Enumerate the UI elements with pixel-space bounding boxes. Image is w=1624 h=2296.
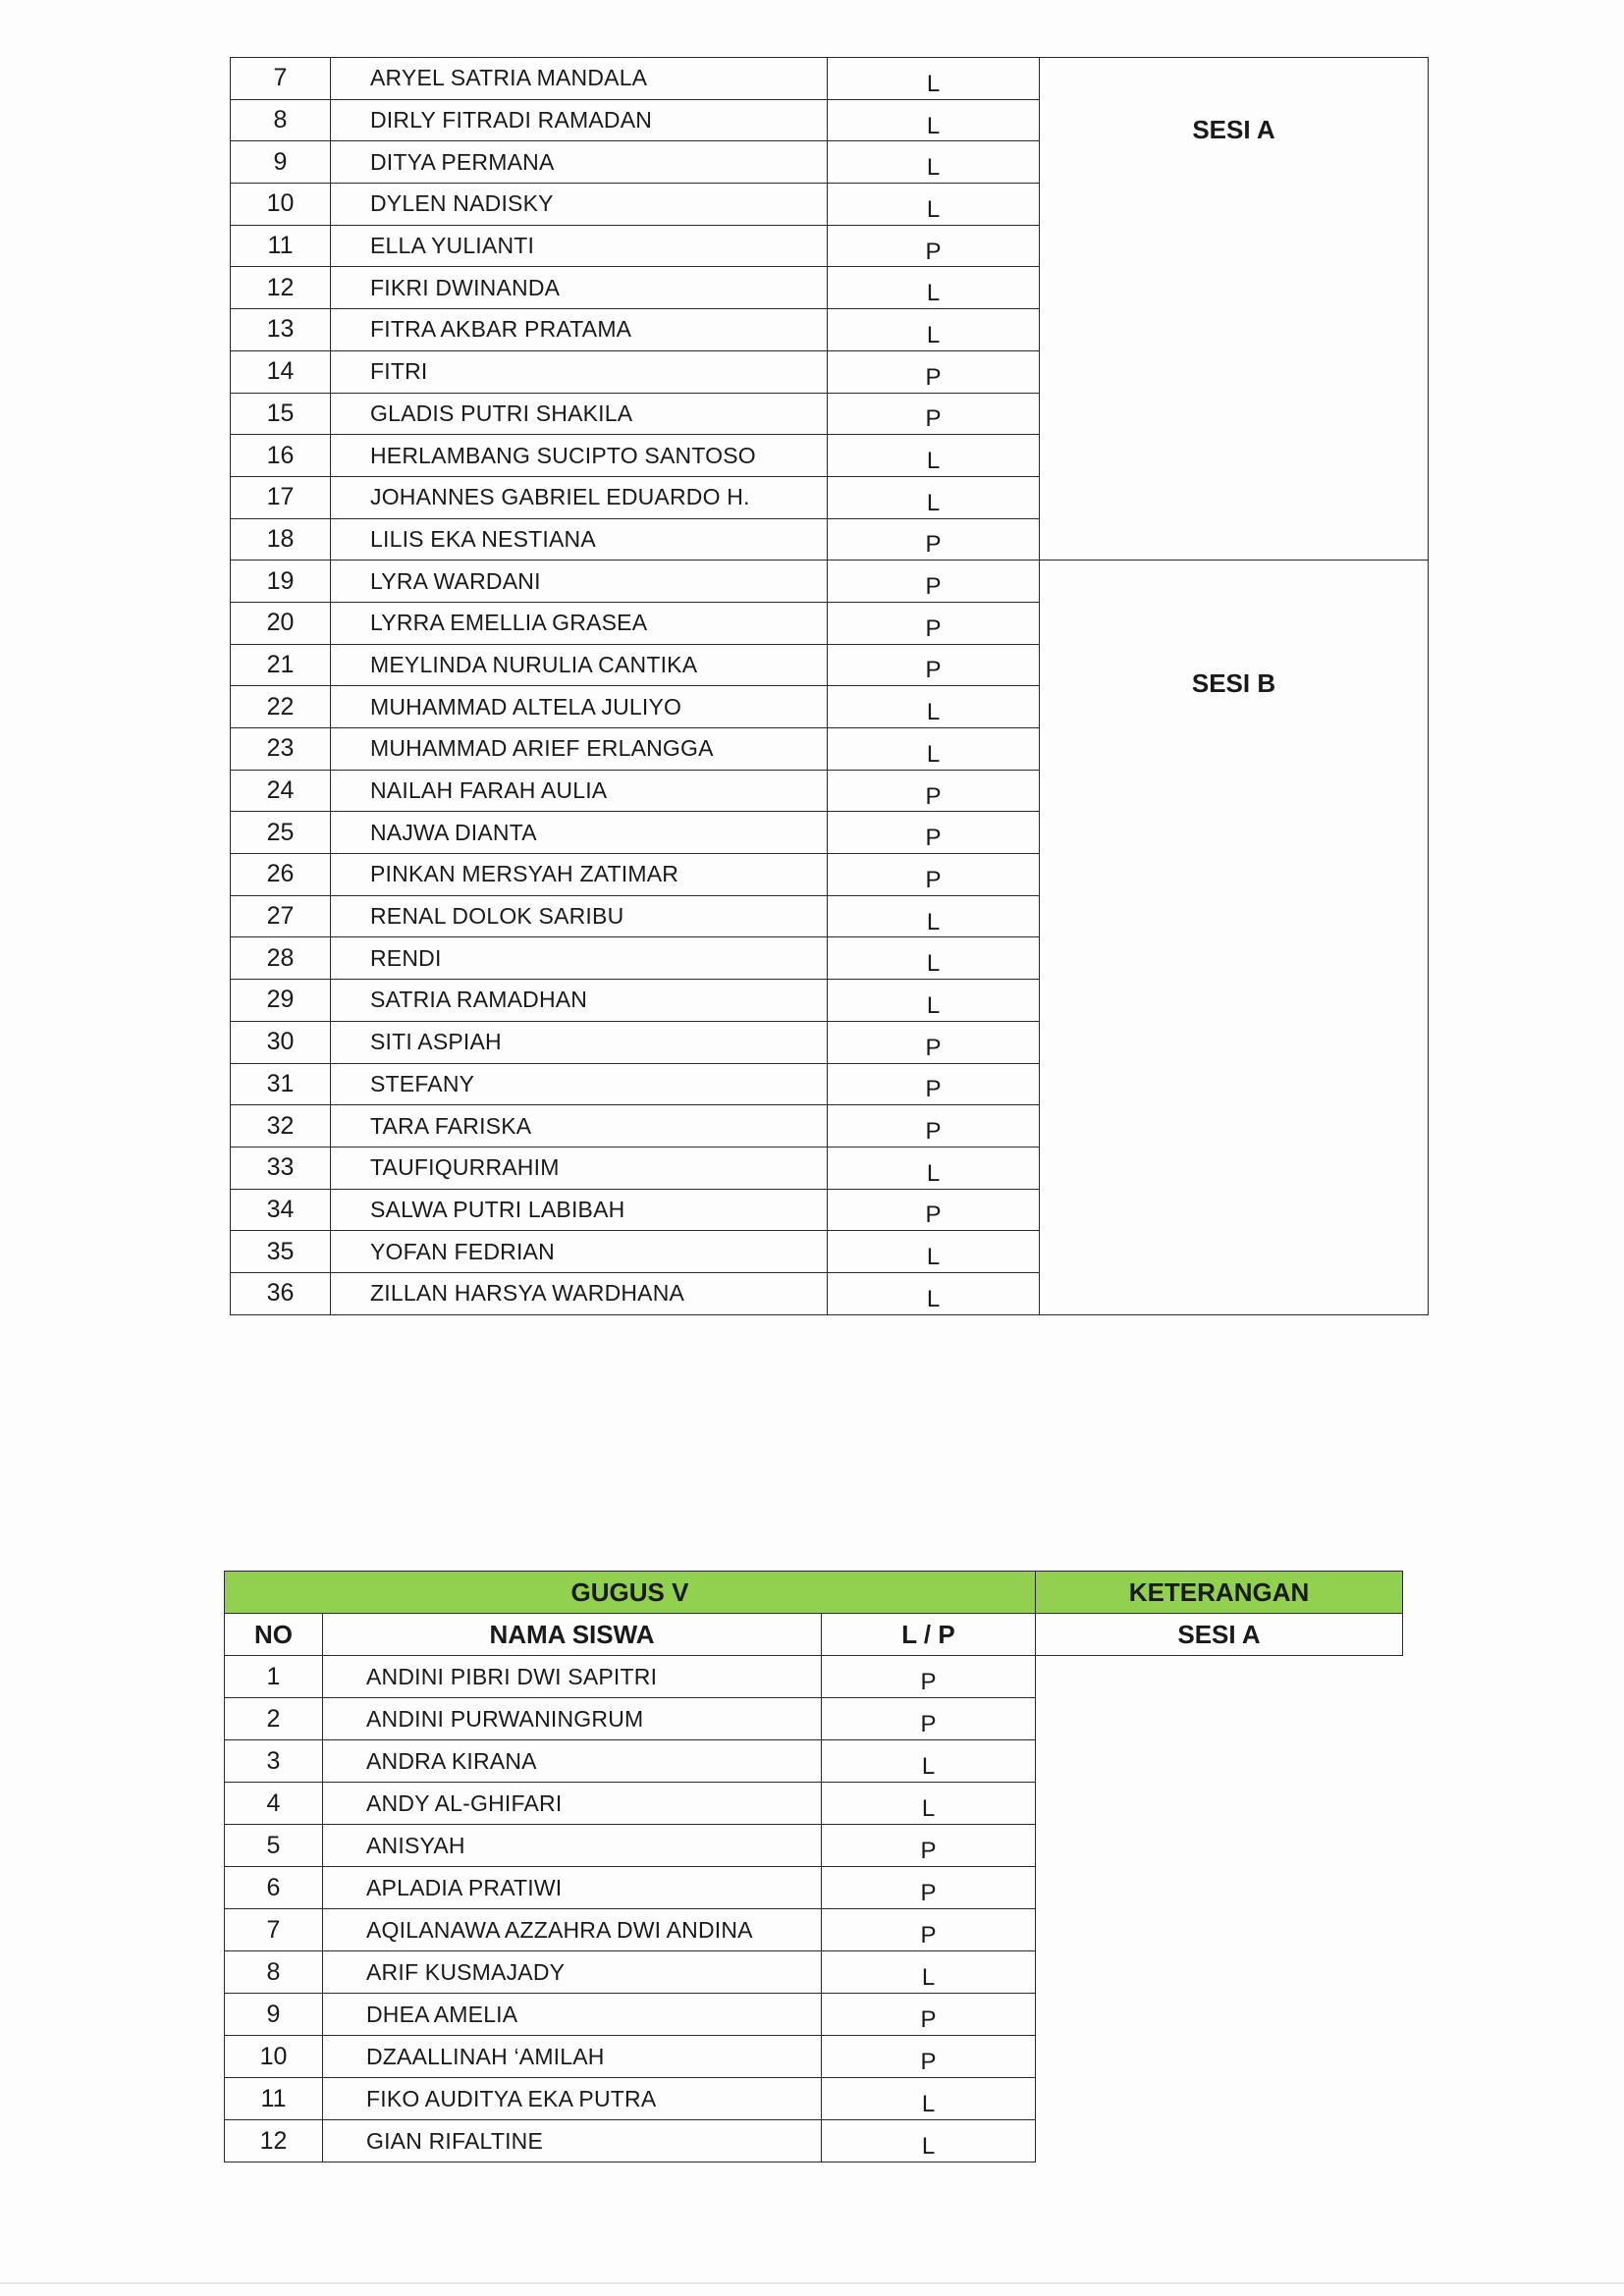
- gender: L: [828, 184, 1040, 226]
- student-name: DITYA PERMANA: [331, 141, 828, 184]
- row-number: 11: [231, 225, 331, 267]
- table-row: [225, 1825, 1403, 1867]
- row-number: 29: [231, 980, 331, 1022]
- gender: L: [828, 267, 1040, 309]
- gender: P: [828, 1021, 1040, 1063]
- student-name: FITRA AKBAR PRATAMA: [331, 309, 828, 351]
- student-table-continued-body: [231, 58, 1429, 1315]
- row-number: 8: [231, 99, 331, 141]
- gender: P: [822, 1909, 1036, 1951]
- student-name: DIRLY FITRADI RAMADAN: [331, 99, 828, 141]
- student-name: LILIS EKA NESTIANA: [331, 518, 828, 561]
- gender: L: [828, 1272, 1040, 1314]
- page-bottom-edge: [0, 2282, 1624, 2284]
- row-number: 17: [231, 476, 331, 518]
- gender: P: [828, 1189, 1040, 1231]
- row-number: 8: [225, 1951, 323, 1994]
- student-name: FIKRI DWINANDA: [331, 267, 828, 309]
- table-row: [225, 2120, 1403, 2163]
- row-number: 23: [231, 728, 331, 771]
- row-number: 13: [231, 309, 331, 351]
- gender: P: [828, 854, 1040, 896]
- sesi-b-label: SESI B: [1040, 561, 1429, 1314]
- row-number: 27: [231, 895, 331, 937]
- student-name: LYRRA EMELLIA GRASEA: [331, 602, 828, 644]
- student-name: ZILLAN HARSYA WARDHANA: [331, 1272, 828, 1314]
- gender: P: [822, 1994, 1036, 2036]
- student-name: TAUFIQURRAHIM: [331, 1147, 828, 1189]
- row-number: 9: [231, 141, 331, 184]
- gender: L: [822, 2078, 1036, 2120]
- row-number: 31: [231, 1063, 331, 1105]
- col-lp-header: L / P: [822, 1614, 1036, 1656]
- student-name: ANDINI PIBRI DWI SAPITRI: [323, 1656, 822, 1698]
- student-name: ELLA YULIANTI: [331, 225, 828, 267]
- gender: L: [828, 728, 1040, 771]
- row-number: 4: [225, 1783, 323, 1825]
- gender: P: [828, 1063, 1040, 1105]
- student-name: RENAL DOLOK SARIBU: [331, 895, 828, 937]
- student-name: DHEA AMELIA: [323, 1994, 822, 2036]
- row-number: 22: [231, 686, 331, 728]
- row-number: 18: [231, 518, 331, 561]
- gender: P: [822, 1867, 1036, 1909]
- row-number: 24: [231, 770, 331, 812]
- gugus-v-body: [225, 1656, 1403, 2163]
- row-number: 15: [231, 393, 331, 435]
- column-header-row: [225, 1614, 1403, 1656]
- gender: P: [828, 393, 1040, 435]
- student-name: ARIF KUSMAJADY: [323, 1951, 822, 1994]
- student-name: ARYEL SATRIA MANDALA: [331, 58, 828, 100]
- gender: P: [828, 602, 1040, 644]
- student-name: FITRI: [331, 350, 828, 393]
- student-name: APLADIA PRATIWI: [323, 1867, 822, 1909]
- student-name: SITI ASPIAH: [331, 1021, 828, 1063]
- row-number: 5: [225, 1825, 323, 1867]
- gender: L: [828, 980, 1040, 1022]
- row-number: 3: [225, 1740, 323, 1783]
- student-name: STEFANY: [331, 1063, 828, 1105]
- student-name: SALWA PUTRI LABIBAH: [331, 1189, 828, 1231]
- gender: L: [828, 937, 1040, 980]
- table-row: [225, 1994, 1403, 2036]
- col-no-header: NO: [225, 1614, 323, 1656]
- gender: P: [828, 1105, 1040, 1148]
- student-name: YOFAN FEDRIAN: [331, 1231, 828, 1273]
- gender: P: [828, 350, 1040, 393]
- student-table-continued: [230, 57, 1429, 1315]
- row-number: 35: [231, 1231, 331, 1273]
- student-name: FIKO AUDITYA EKA PUTRA: [323, 2078, 822, 2120]
- row-number: 7: [225, 1909, 323, 1951]
- row-number: 21: [231, 644, 331, 686]
- student-name: JOHANNES GABRIEL EDUARDO H.: [331, 476, 828, 518]
- gender: L: [828, 141, 1040, 184]
- row-number: 2: [225, 1698, 323, 1740]
- keterangan-header: KETERANGAN: [1036, 1572, 1403, 1614]
- gender: L: [828, 99, 1040, 141]
- row-number: 36: [231, 1272, 331, 1314]
- gugus-title: GUGUS V: [225, 1572, 1036, 1614]
- student-name: RENDI: [331, 937, 828, 980]
- sesi-a-label: SESI A: [1036, 1614, 1403, 1656]
- row-number: 34: [231, 1189, 331, 1231]
- gender: P: [822, 1825, 1036, 1867]
- table-row: [225, 1867, 1403, 1909]
- row-number: 12: [225, 2120, 323, 2163]
- table-row: [231, 58, 1429, 100]
- row-number: 25: [231, 812, 331, 854]
- student-name: LYRA WARDANI: [331, 561, 828, 603]
- table-row: [225, 1698, 1403, 1740]
- student-name: DYLEN NADISKY: [331, 184, 828, 226]
- student-name: ANDINI PURWANINGRUM: [323, 1698, 822, 1740]
- gender: P: [828, 225, 1040, 267]
- student-name: DZAALLINAH ‘AMILAH: [323, 2036, 822, 2078]
- student-name: MUHAMMAD ARIEF ERLANGGA: [331, 728, 828, 771]
- student-name: GIAN RIFALTINE: [323, 2120, 822, 2163]
- table-row: [231, 561, 1429, 603]
- gender: L: [828, 895, 1040, 937]
- gender: P: [822, 1698, 1036, 1740]
- gender: L: [828, 1231, 1040, 1273]
- row-number: 10: [231, 184, 331, 226]
- row-number: 30: [231, 1021, 331, 1063]
- gender: L: [828, 686, 1040, 728]
- student-name: MUHAMMAD ALTELA JULIYO: [331, 686, 828, 728]
- gender: L: [822, 1740, 1036, 1783]
- student-name: HERLAMBANG SUCIPTO SANTOSO: [331, 435, 828, 477]
- student-name: NAILAH FARAH AULIA: [331, 770, 828, 812]
- gender: L: [822, 1951, 1036, 1994]
- sesi-a-label: SESI A: [1040, 58, 1429, 561]
- gender: L: [828, 476, 1040, 518]
- row-number: 1: [225, 1656, 323, 1698]
- row-number: 32: [231, 1105, 331, 1148]
- col-nama-header: NAMA SISWA: [323, 1614, 822, 1656]
- row-number: 20: [231, 602, 331, 644]
- table-row: [225, 2036, 1403, 2078]
- student-name: AQILANAWA AZZAHRA DWI ANDINA: [323, 1909, 822, 1951]
- student-name: PINKAN MERSYAH ZATIMAR: [331, 854, 828, 896]
- gender: P: [822, 2036, 1036, 2078]
- student-name: NAJWA DIANTA: [331, 812, 828, 854]
- row-number: 14: [231, 350, 331, 393]
- row-number: 12: [231, 267, 331, 309]
- gender: P: [828, 812, 1040, 854]
- row-number: 9: [225, 1994, 323, 2036]
- student-name: SATRIA RAMADHAN: [331, 980, 828, 1022]
- gender: L: [822, 2120, 1036, 2163]
- student-name: ANDY AL-GHIFARI: [323, 1783, 822, 1825]
- gugus-header-row: [225, 1572, 1403, 1614]
- row-number: 7: [231, 58, 331, 100]
- row-number: 28: [231, 937, 331, 980]
- table-row: [225, 1783, 1403, 1825]
- row-number: 6: [225, 1867, 323, 1909]
- gender: L: [822, 1783, 1036, 1825]
- row-number: 26: [231, 854, 331, 896]
- gender: P: [828, 770, 1040, 812]
- gender: L: [828, 435, 1040, 477]
- student-name: TARA FARISKA: [331, 1105, 828, 1148]
- table-row: [225, 1909, 1403, 1951]
- table-row: [225, 2078, 1403, 2120]
- row-number: 33: [231, 1147, 331, 1189]
- table-row: [225, 1656, 1403, 1698]
- student-name: MEYLINDA NURULIA CANTIKA: [331, 644, 828, 686]
- row-number: 16: [231, 435, 331, 477]
- gender: P: [828, 518, 1040, 561]
- row-number: 11: [225, 2078, 323, 2120]
- student-name: ANDRA KIRANA: [323, 1740, 822, 1783]
- row-number: 10: [225, 2036, 323, 2078]
- gender: L: [828, 58, 1040, 100]
- student-name: ANISYAH: [323, 1825, 822, 1867]
- gender: P: [828, 644, 1040, 686]
- gender: P: [828, 561, 1040, 603]
- table-row: [225, 1951, 1403, 1994]
- table-row: [225, 1740, 1403, 1783]
- gender: L: [828, 309, 1040, 351]
- gugus-v-table: [224, 1571, 1403, 2163]
- gender: L: [828, 1147, 1040, 1189]
- gender: P: [822, 1656, 1036, 1698]
- student-name: GLADIS PUTRI SHAKILA: [331, 393, 828, 435]
- row-number: 19: [231, 561, 331, 603]
